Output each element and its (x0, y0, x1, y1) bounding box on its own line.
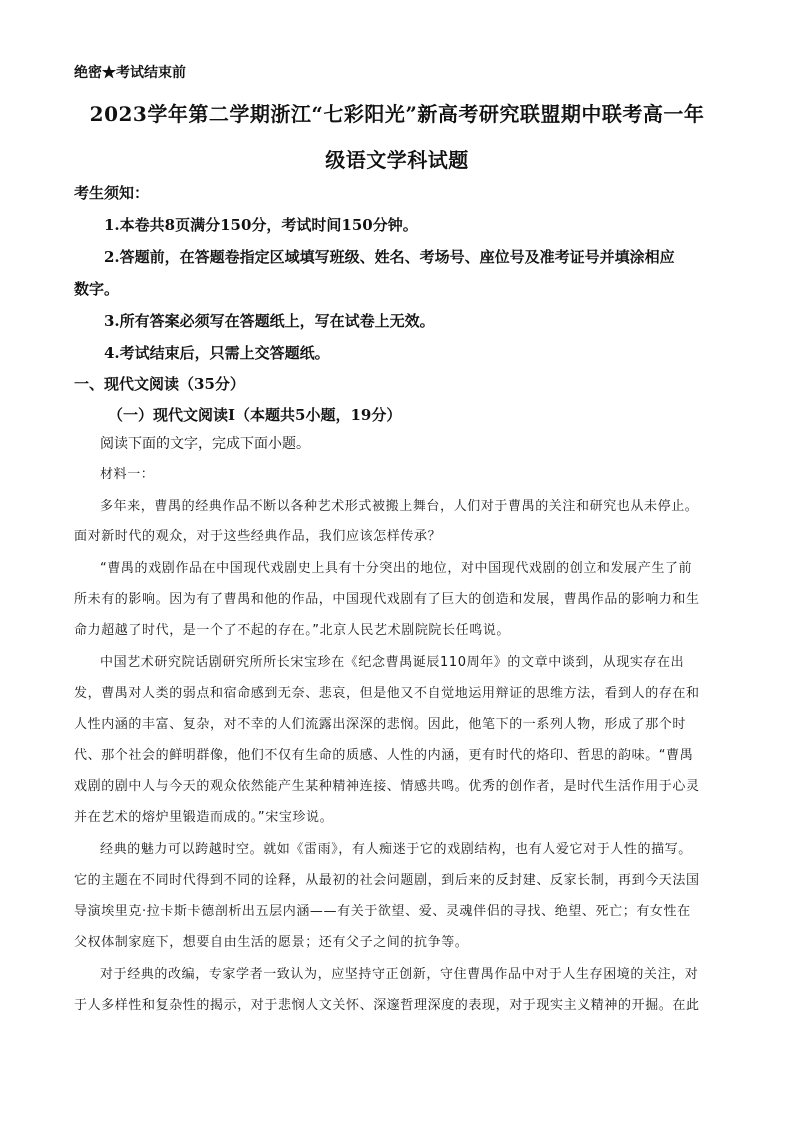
notice-item-1: 1.本卷共8页满分150分，考试时间150分钟。 (104, 216, 418, 234)
article-line: 中国艺术研究院话剧研究所所长宋宝珍在《纪念曹禺诞辰110周年》的文章中谈到，从现实存在出 (100, 655, 685, 670)
article-line: 代、那个社会的鲜明群像，他们不仅有生命的质感、人性的内涵，更有时代的烙印、哲思的韵味。“曹禺 (74, 748, 694, 763)
material-label: 材料一： (100, 467, 155, 482)
article-line: 所未有的影响。因为有了曹禺和他的作品，中国现代戏剧有了巨大的创造和发展，曹禺作品的影响力和生 (74, 592, 700, 607)
notice-item-4: 4.考试结束后，只需上交答题纸。 (104, 344, 330, 362)
article-line: 面对新时代的观众，对于这些经典作品，我们应该怎样传承？ (74, 529, 442, 544)
notice-item-2: 2.答题前，在答题卷指定区域填写班级、姓名、考场号、座位号及准考证号并填涂相应 (104, 248, 675, 266)
article-line: 它的主题在不同时代得到不同的诠释，从最初的社会问题剧，到后来的反封建、反家长制，再到今天法国 (74, 873, 700, 888)
exam-title-line-1: 2023学年第二学期浙江“七彩阳光”新高考研究联盟期中联考高一年 (89, 102, 705, 126)
article-line: 经典的魅力可以跨越时空。就如《雷雨》，有人痴迷于它的戏剧结构，也有人爱它对于人性的描写。 (100, 842, 692, 857)
section-heading: 一、现代文阅读（35分） (74, 375, 245, 393)
article-line: “曹禺的戏剧作品在中国现代戏剧史上具有十分突出的地位，对中国现代戏剧的创立和发展产生了前 (100, 561, 693, 576)
article-line: 父权体制家庭下，想要自由生活的愿景；还有父子之间的抗争等。 (74, 935, 469, 950)
subsection-heading: （一）现代文阅读Ⅰ（本题共5小题，19分） (108, 406, 402, 424)
article-line: 人性内涵的丰富、复杂，对不幸的人们流露出深深的悲悯。因此，他笔下的一系列人物，形成了那个时 (74, 717, 687, 732)
notice-item-3: 3.所有答案必须写在答题纸上，写在试卷上无效。 (104, 312, 435, 330)
article-line: 发，曹禺对人类的弱点和宿命感到无奈、悲哀，但是他又不自觉地运用辩证的思维方法，看到人的存在和 (74, 686, 700, 701)
article-line: 对于经典的改编，专家学者一致认为，应坚持守正创新，守住曹禺作品中对于人生存困境的关注，对 (100, 967, 699, 982)
article-line: 并在艺术的熔炉里锻造而成的。”宋宝珍说。 (74, 810, 334, 825)
article-line: 戏剧的剧中人与今天的观众依然能产生某种精神连接、情感共鸣。优秀的创作者，是时代生活作用于心灵 (74, 779, 700, 794)
article-line: 多年来，曹禺的经典作品不断以各种艺术形式被搬上舞台，人们对于曹禺的关注和研究也从未停止。 (100, 499, 699, 514)
exam-title-line-2: 级语文学科试题 (325, 148, 469, 172)
notice-item-2-continued: 数字。 (74, 280, 120, 298)
confidential-label: 绝密★考试结束前 (74, 65, 186, 81)
notice-heading: 考生须知： (74, 184, 150, 202)
reading-instruction: 阅读下面的文字，完成下面小题。 (100, 436, 310, 452)
article-line: 命力超越了时代，是一个了不起的存在。”北京人民艺术剧院院长任鸣说。 (74, 623, 511, 638)
article-line: 于人多样性和复杂性的揭示，对于悲悯人文关怀、深邃哲理深度的表现，对于现实主义精神的开掘。在此 (74, 998, 700, 1013)
article-line: 导演埃里克·拉卡斯卡德剖析出五层内涵——有关于欲望、爱、灵魂伴侣的寻找、绝望、死亡；有女性在 (74, 904, 691, 919)
